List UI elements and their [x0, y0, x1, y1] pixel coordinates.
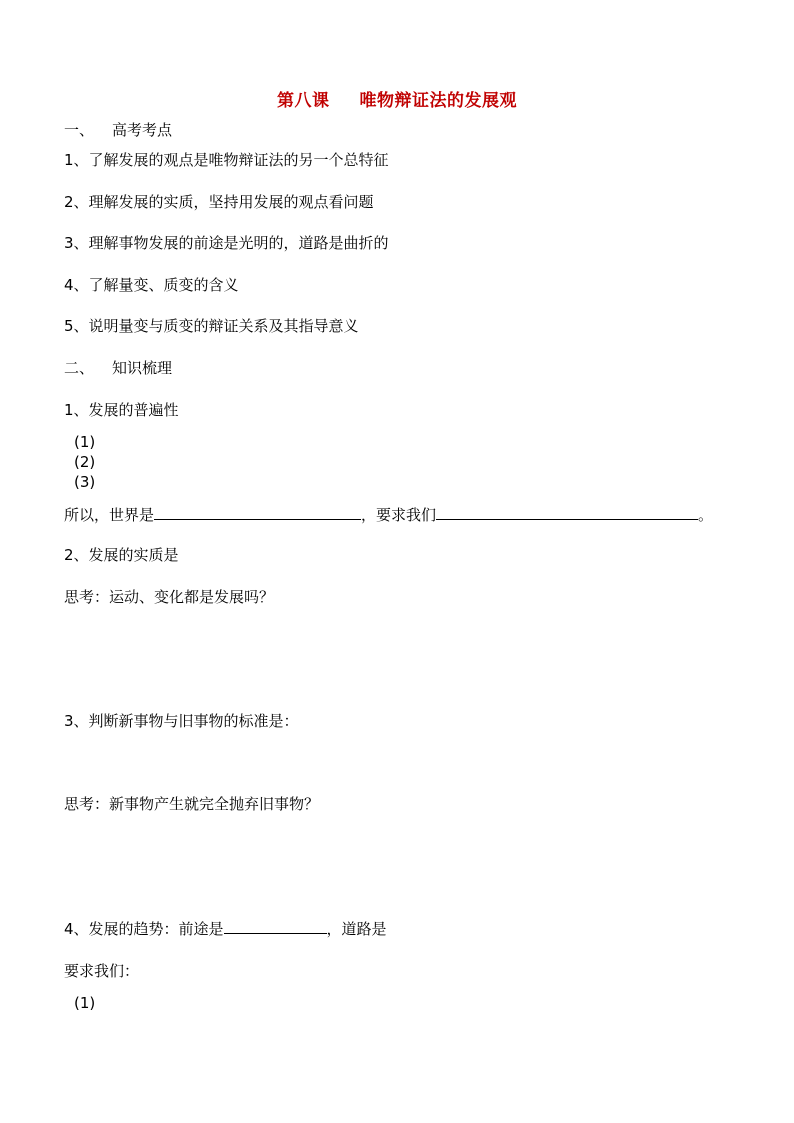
answer-blank[interactable]: [436, 505, 698, 520]
section-heading: [64, 358, 172, 378]
think-prompt: 思考：新事物产生就完全抛弃旧事物？: [64, 795, 320, 813]
question: 3、判断新事物与旧事物的标准是：: [64, 712, 299, 730]
conclusion-prefix: 所以，世界是: [64, 506, 155, 524]
answer-blank[interactable]: [224, 919, 327, 934]
list-item: 3、理解事物发展的前途是光明的，道路是曲折的: [64, 234, 389, 252]
section-title: 高考考点: [112, 121, 173, 139]
sub-item: (1): [74, 433, 96, 451]
question-middle: ，道路是: [326, 920, 387, 938]
list-item: 5、说明量变与质变的辩证关系及其指导意义: [64, 317, 359, 335]
question: 2、发展的实质是: [64, 546, 179, 564]
think-prompt: 思考：运动、变化都是发展吗？: [64, 588, 275, 606]
page-title: [0, 86, 794, 111]
section-number: 一、: [64, 121, 95, 139]
question: 1、发展的普遍性: [64, 401, 179, 419]
question: [64, 919, 387, 939]
require-label: 要求我们：: [64, 962, 140, 980]
sub-item: (3): [74, 473, 96, 491]
conclusion-middle: ，要求我们: [361, 506, 437, 524]
lesson-topic: 唯物辩证法的发展观: [359, 91, 517, 111]
section-heading: [64, 120, 172, 140]
conclusion-end: 。: [698, 506, 714, 524]
sub-item: (1): [74, 994, 96, 1012]
list-item: 2、理解发展的实质，坚持用发展的观点看问题: [64, 193, 374, 211]
answer-blank[interactable]: [154, 505, 361, 520]
question-prefix: 4、发展的趋势：前途是: [64, 920, 224, 938]
lesson-number: 第八课: [277, 91, 330, 111]
list-item: 1、了解发展的观点是唯物辩证法的另一个总特征: [64, 151, 389, 169]
section-number: 二、: [64, 359, 95, 377]
sub-item: (2): [74, 453, 96, 471]
list-item: 4、了解量变、质变的含义: [64, 276, 239, 294]
section-title: 知识梳理: [112, 359, 173, 377]
conclusion-line: [64, 505, 713, 525]
